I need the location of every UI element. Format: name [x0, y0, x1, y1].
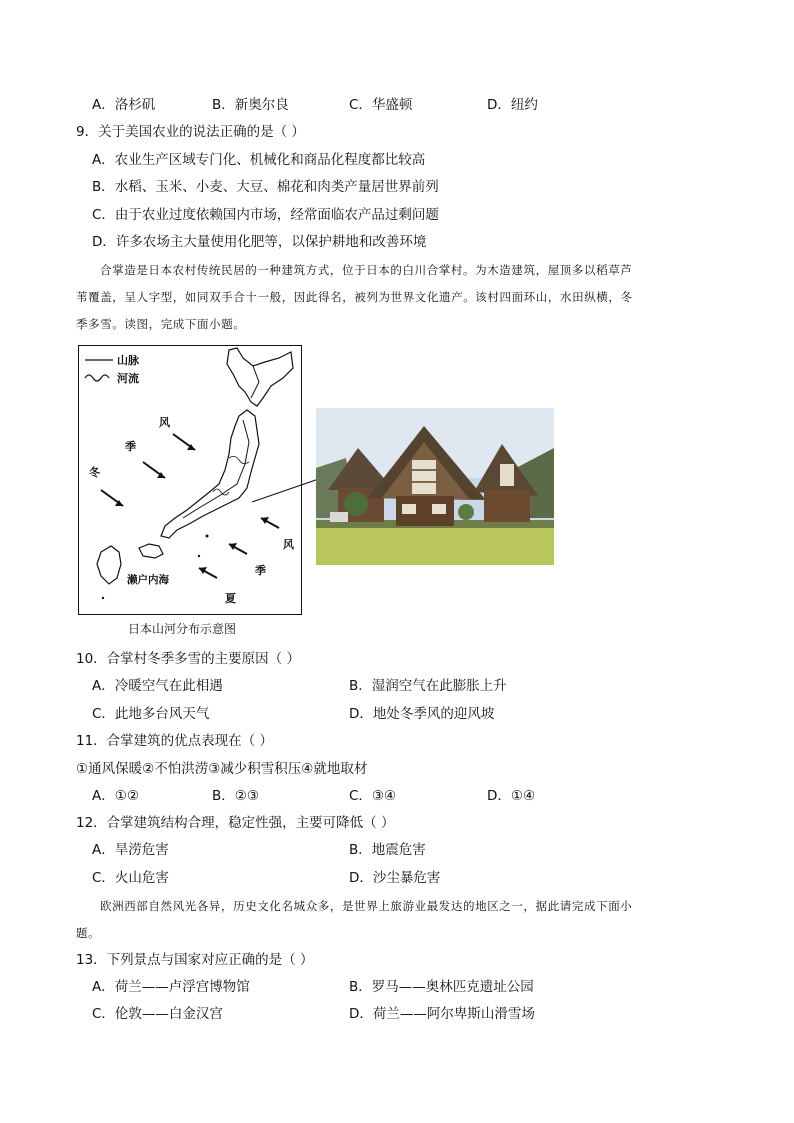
passage1-line-2: 苇覆盖，呈人字型，如同双手合十一般，因此得名，被列为世界文化遗产。该村四面环山，水田纵横，冬 [76, 290, 633, 304]
q10-option-c: C．此地多台风天气 [92, 706, 210, 722]
q10-option-b: B．湿润空气在此膨胀上升 [349, 678, 507, 694]
winter-wind-char-1: 冬 [89, 466, 100, 479]
q13-option-c: C．伦敦——白金汉宫 [92, 1006, 223, 1022]
q8-option-a: A．洛杉矶 [92, 97, 156, 113]
q12-option-c: C．火山危害 [92, 870, 169, 886]
q9-option-d: D．许多农场主大量使用化肥等，以保护耕地和改善环境 [92, 234, 427, 250]
q10-stem: 10．合掌村冬季多雪的主要原因（ ） [76, 651, 300, 667]
passage2-line-2: 题。 [76, 926, 101, 940]
q8-option-b: B．新奥尔良 [212, 97, 289, 113]
q11-option-b: B．②③ [212, 788, 259, 804]
passage1-line-3: 季多雪。读图，完成下面小题。 [76, 317, 246, 331]
q8-option-d: D．纽约 [487, 97, 538, 113]
summer-wind-char-3: 风 [283, 538, 294, 551]
seto-inland-sea-label: 濑户内海 [127, 574, 169, 586]
gassho-house-image [316, 408, 554, 565]
q10-option-d: D．地处冬季风的迎风坡 [349, 706, 495, 722]
passage1-line-1: 合掌造是日本农村传统民居的一种建筑方式，位于日本的白川合掌村。为木造建筑，屋顶多以稻草芦 [100, 263, 633, 277]
q11-stem: 11．合掌建筑的优点表现在（ ） [76, 733, 273, 749]
q13-option-a: A．荷兰——卢浮宫博物馆 [92, 979, 250, 995]
q11-option-a: A．①② [92, 788, 139, 804]
q9-option-c: C．由于农业过度依赖国内市场，经常面临农产品过剩问题 [92, 207, 439, 223]
q12-stem: 12．合掌建筑结构合理，稳定性强，主要可降低（ ） [76, 815, 395, 831]
summer-wind-char-2: 季 [255, 564, 266, 577]
map-caption: 日本山河分布示意图 [128, 622, 237, 636]
q9-stem: 9．关于美国农业的说法正确的是（ ） [76, 124, 305, 140]
q11-items: ①通风保暖②不怕洪涝③减少积雪积压④就地取材 [76, 761, 368, 777]
winter-wind-char-3: 风 [159, 416, 170, 429]
passage2-line-1: 欧洲西部自然风光各异，历史文化名城众多，是世界上旅游业最发达的地区之一，据此请完成下面小 [100, 899, 633, 913]
gassho-house-photo [316, 408, 554, 565]
q12-option-a: A．旱涝危害 [92, 842, 169, 858]
q11-option-c: C．③④ [349, 788, 397, 804]
q9-option-a: A．农业生产区域专门化、机械化和商品化程度都比较高 [92, 152, 426, 168]
q13-option-d: D．荷兰——阿尔卑斯山滑雪场 [349, 1006, 535, 1022]
q8-option-c: C．华盛顿 [349, 97, 413, 113]
q11-option-d: D．①④ [487, 788, 536, 804]
q10-option-a: A．冷暖空气在此相遇 [92, 678, 223, 694]
q13-option-b: B．罗马——奥林匹克遗址公园 [349, 979, 534, 995]
winter-wind-char-2: 季 [125, 440, 136, 453]
q13-stem: 13．下列景点与国家对应正确的是（ ） [76, 952, 314, 968]
q9-option-b: B．水稻、玉米、小麦、大豆、棉花和肉类产量居世界前列 [92, 179, 439, 195]
legend-mountain-label: 山脉 [117, 354, 139, 367]
legend-river-label: 河流 [117, 372, 139, 385]
summer-wind-char-1: 夏 [225, 592, 236, 605]
q12-option-d: D．沙尘暴危害 [349, 870, 441, 886]
q12-option-b: B．地震危害 [349, 842, 426, 858]
